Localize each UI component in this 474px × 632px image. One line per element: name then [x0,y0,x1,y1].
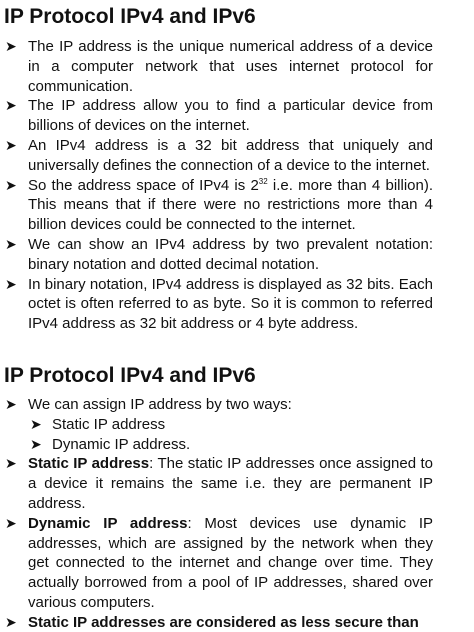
sub-bullet-dynamic [0,435,432,455]
arrowhead-bullet-icon: ➤ [5,176,17,193]
bullet-text: Static IP address [52,415,166,433]
arrowhead-bullet-icon: ➤ [5,97,17,114]
arrowhead-bullet-icon: ➤ [5,38,17,54]
bullet-text: Dynamic IP address. [52,435,191,453]
arrowhead-bullet-icon: ➤ [5,235,17,252]
bullet-ipv4-32bit [0,136,433,176]
bullet-list-1 [0,37,474,334]
bullet-assign-ways [0,395,433,415]
arrowhead-bullet-icon: ➤ [5,455,17,472]
bullet-security-cutoff [0,613,433,632]
section-title-2: IP Protocol IPv4 and IPv6 [4,364,256,387]
bullet-find-device [0,96,433,136]
bullet-address-space [0,176,433,235]
bullet-text: In binary notation, IPv4 address is displayed as 32 bits. Each octet is often referred to as byte. So it is common to referred IPv4 address as 32 bit address or 4 byte address. [28,275,433,333]
arrowhead-bullet-icon: ➤ [5,396,17,412]
bullet-dynamic-definition [0,514,433,613]
bullet-text: The IP address is the unique numerical address of a device in a computer network that uses internet protocol for communication. [28,38,433,95]
dynamic-definition-text: : Most devices use dynamic IP addresses, which are assigned by the network when they get connected to the internet and change over time. They actually borrowed from a pool of IP addresses, shared over various computers. [28,514,434,611]
bullet-text: An IPv4 address is a 32 bit address that uniquely and universally defines the connection of a device to the internet. [28,136,433,174]
exponent: 32 [258,176,268,186]
bullet-binary-notation [0,275,433,334]
bullet-static-definition [0,454,433,513]
bullet-text: Static IP addresses are considered as less secure than [28,613,419,631]
address-space-text-end: i.e. more than 4 billion). This means that if there were no restrictions more than 4 billion devices could be connected to the internet. [28,176,433,234]
bullet-text: We can assign IP address by two ways: [28,396,292,413]
bullet-list-2 [0,395,474,632]
arrowhead-bullet-icon: ➤ [30,435,42,452]
arrowhead-bullet-icon: ➤ [30,415,42,432]
arrowhead-bullet-icon: ➤ [5,613,17,630]
arrowhead-bullet-icon: ➤ [5,275,17,292]
section-title-1: IP Protocol IPv4 and IPv6 [4,5,256,28]
bullet-ip-address-definition [0,37,433,96]
static-definition-text: : The static IP addresses once assigned to a device it remains the same i.e. they are permanent IP address. [28,455,433,512]
arrowhead-bullet-icon: ➤ [5,514,17,531]
bullet-notation [0,235,433,275]
sub-bullet-static [0,415,432,435]
address-space-text-start: So the address space of IPv4 is 2 [28,176,259,194]
term-dynamic: Dynamic IP address [28,514,188,532]
bullet-text: The IP address allow you to find a particular device from billions of devices on the internet. [28,97,433,135]
term-static: Static IP address [28,455,150,473]
bullet-text: We can show an IPv4 address by two prevalent notation: binary notation and dotted decimal notation. [28,235,433,273]
arrowhead-bullet-icon: ➤ [5,136,17,153]
